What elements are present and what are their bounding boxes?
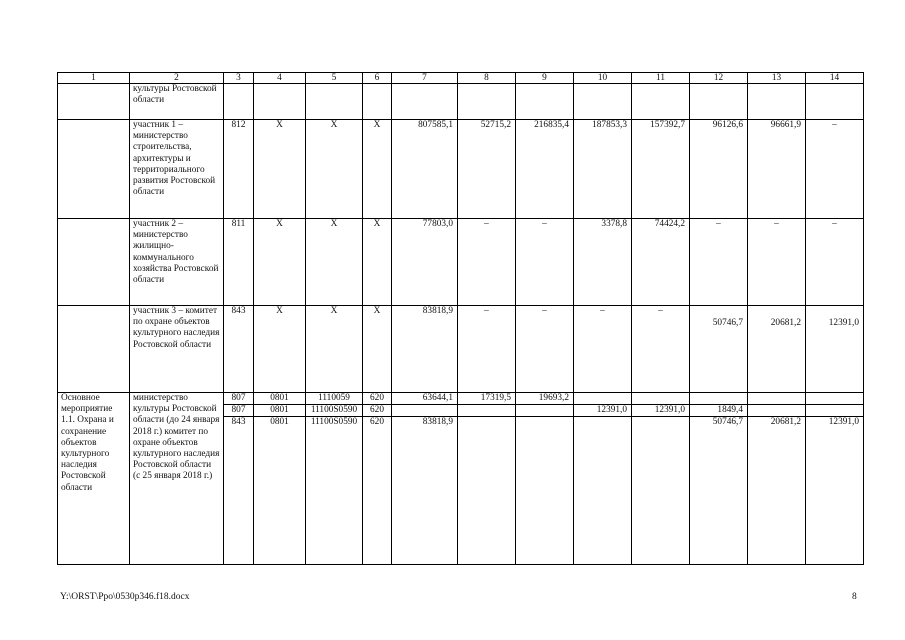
header-cell: 7 [392,73,458,84]
year-cell: 12391,0 [574,405,632,417]
csr-cell: Х [306,219,363,306]
year-cell: 20681,2 [748,417,806,565]
table-row [58,219,864,306]
header-cell: 5 [306,73,363,84]
table-row [58,306,864,393]
header-cell: 1 [58,73,130,84]
table-row [58,393,864,405]
year-cell: – [574,306,632,393]
year-cell: 157392,7 [632,120,690,219]
header-cell: 11 [632,73,690,84]
csr-cell: 11100S0590 [306,405,363,417]
total-cell: 807585,1 [392,120,458,219]
grbs-cell: 807 [224,405,254,417]
grbs-cell: 843 [224,417,254,565]
year-cell: – [516,306,574,393]
year-cell: – [806,120,864,219]
year-cell: 12391,0 [806,417,864,565]
vr-cell: 620 [363,417,392,565]
vr-cell: 620 [363,393,392,405]
year-cell: – [516,219,574,306]
vr-cell: Х [363,219,392,306]
year-cell: 74424,2 [632,219,690,306]
header-cell: 14 [806,73,864,84]
year-cell: 17319,5 [458,393,516,405]
executor-cell: участник 2 – министерство жилищно-коммунального хозяйства Ростовской области [130,219,224,306]
year-cell: 3378,8 [574,219,632,306]
year-cell: – [806,219,864,306]
rzpr-cell: Х [254,120,306,219]
activity-name-cell: Основное мероприятие 1.1. Охрана и сохранение объектов культурного наследия Ростовской области [58,393,130,565]
year-cell: 19693,2 [516,393,574,405]
year-cell: – [748,219,806,306]
rzpr-cell: 0801 [254,405,306,417]
header-cell: 12 [690,73,748,84]
vr-cell: 620 [363,405,392,417]
year-cell: 12391,0 [806,306,864,393]
header-cell: 4 [254,73,306,84]
header-row [58,73,864,84]
year-cell: 52715,2 [458,120,516,219]
executor-cell: участник 3 – комитет по охране объектов культурного наследия Ростовской области [130,306,224,393]
total-cell: 63644,1 [392,393,458,405]
executor-cell: культуры Ростовской области [130,84,224,120]
csr-cell: Х [306,120,363,219]
executor-cell: министерство культуры Ростовской области (до 24 января 2018 г.) комитет по охране объектов культурного наследия Ростовской области (с 25 января 2018 г.) [130,393,224,565]
rzpr-cell: 0801 [254,417,306,565]
header-cell: 10 [574,73,632,84]
year-cell: 216835,4 [516,120,574,219]
csr-cell: Х [306,306,363,393]
total-cell: 77803,0 [392,219,458,306]
header-cell: 2 [130,73,224,84]
header-cell: 13 [748,73,806,84]
table-row [58,84,864,120]
grbs-cell: 843 [224,306,254,393]
grbs-cell: 812 [224,120,254,219]
grbs-cell: 807 [224,393,254,405]
rzpr-cell: Х [254,219,306,306]
header-cell: 9 [516,73,574,84]
year-cell: – [458,219,516,306]
vr-cell: Х [363,120,392,219]
year-cell: – [632,306,690,393]
header-cell: 3 [224,73,254,84]
year-cell: 20681,2 [748,306,806,393]
year-cell: – [690,219,748,306]
year-cell: 50746,7 [690,306,748,393]
year-cell: 1849,4 [690,405,748,417]
year-cell: 187853,3 [574,120,632,219]
executor-cell: участник 1 – министерство строительства, архитектуры и территориального развития Ростовской области [130,120,224,219]
csr-cell: 1110059 [306,393,363,405]
grbs-cell: 811 [224,219,254,306]
budget-table [57,72,864,565]
rzpr-cell: Х [254,306,306,393]
table-row [58,120,864,219]
year-cell: 96126,6 [690,120,748,219]
page-number: 8 [852,592,857,602]
total-cell: 83818,9 [392,306,458,393]
file-path: Y:\ORST\Ppo\0530p346.f18.docx [60,592,190,602]
year-cell: 12391,0 [632,405,690,417]
year-cell: 50746,7 [690,417,748,565]
year-cell: – [458,306,516,393]
csr-cell: 11100S0590 [306,417,363,565]
header-cell: 6 [363,73,392,84]
total-cell: 83818,9 [392,417,458,565]
vr-cell: Х [363,306,392,393]
rzpr-cell: 0801 [254,393,306,405]
year-cell: 96661,9 [748,120,806,219]
header-cell: 8 [458,73,516,84]
